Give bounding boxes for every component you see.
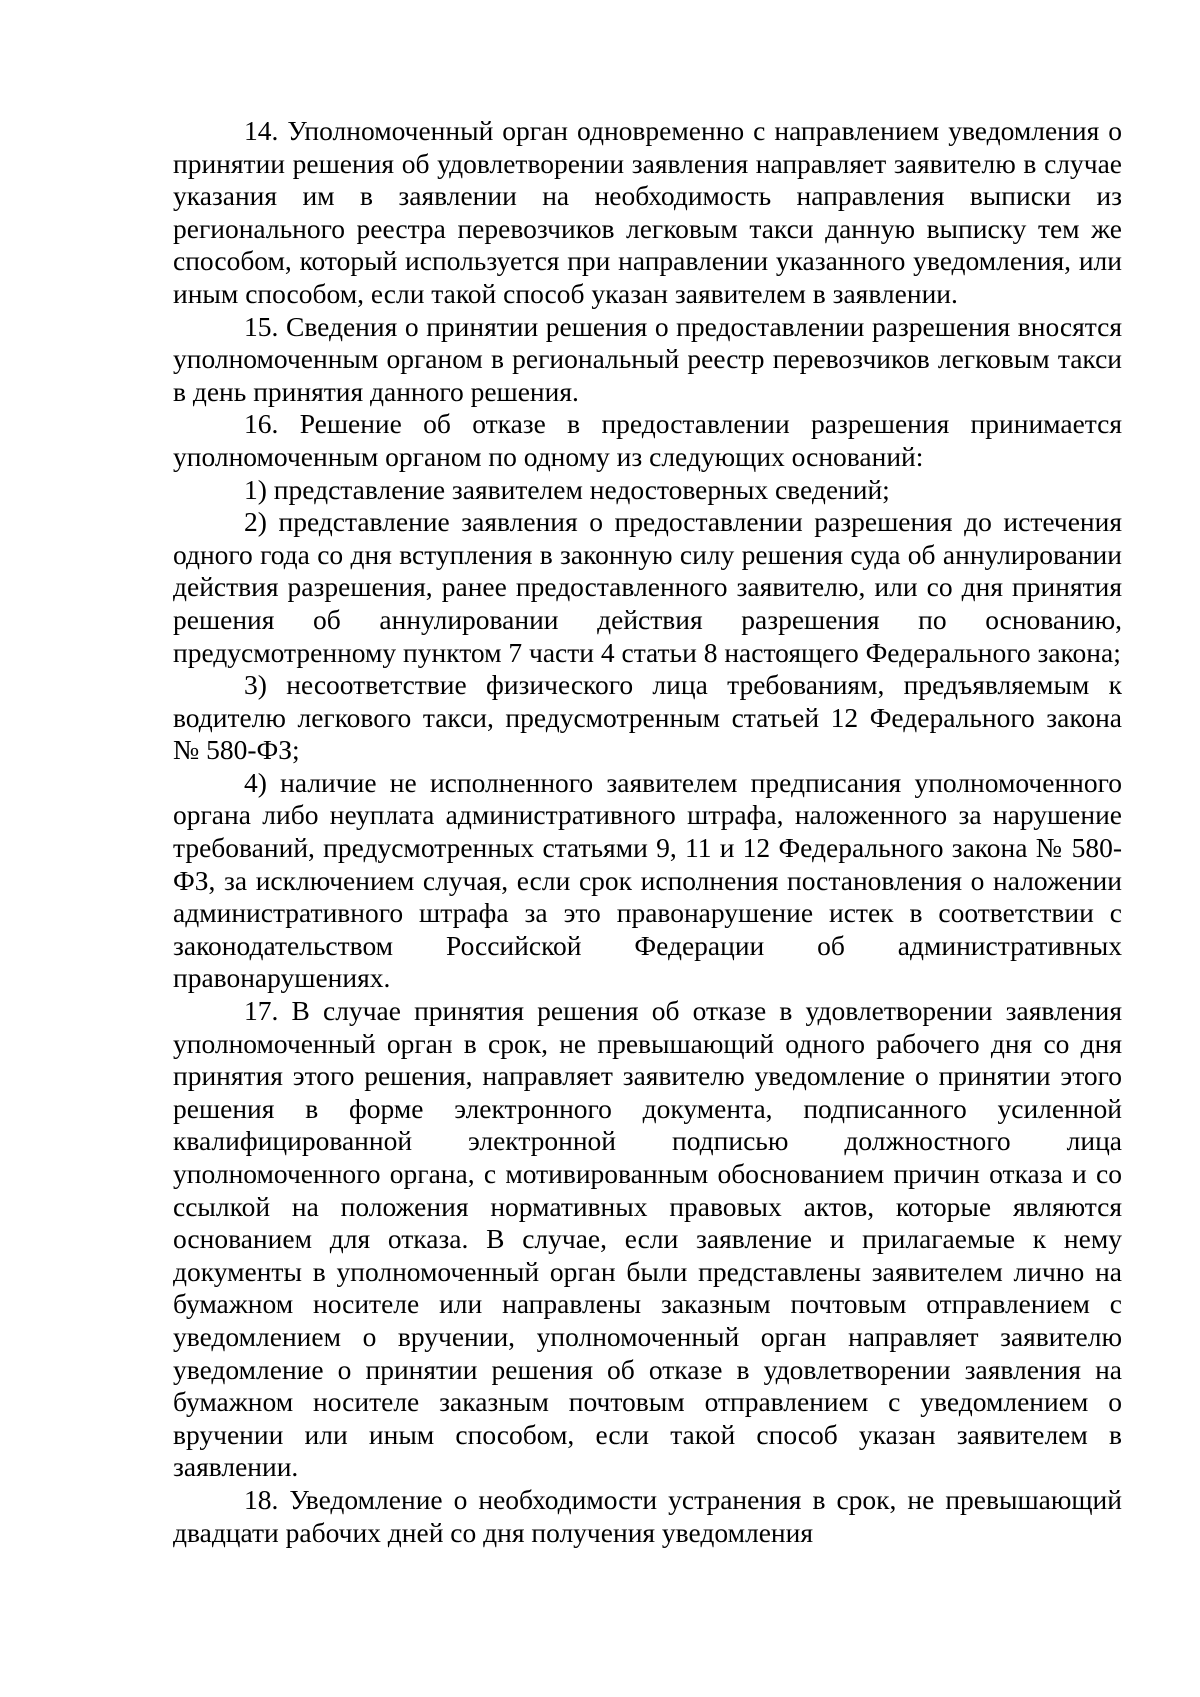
- paragraph-16: 16. Решение об отказе в предоставлении разрешения принимается уполномоченным органом по одному из следующих оснований:: [173, 408, 1122, 472]
- paragraph-18: 18. Уведомление о необходимости устранения в срок, не превышающий двадцати рабочих дней со дня получения уведомления: [173, 1483, 1122, 1548]
- paragraph-14: 14. Уполномоченный орган одновременно с направлением уведомления о принятии решения об удовлетворении заявления направляет заявителю в случае указания им в заявлении на необходимость направления выписки из регионального реестра перевозчиков легковым такси данную выписку тем же способом, который используется при направлении указанного уведомления, или иным способом, если такой способ указан заявителем в заявлении.: [173, 115, 1122, 309]
- list-item-2: 2) представление заявления о предоставлении разрешения до истечения одного года со дня вступления в законную силу решения суда об аннулировании действия разрешения, ранее предоставленного заявителю, или со дня принятия решения об аннулировании действия разрешения по основанию, предусмотренному пунктом 7 части 4 статьи 8 настоящего Федерального закона;: [173, 506, 1122, 668]
- paragraph-15: 15. Сведения о принятии решения о предоставлении разрешения вносятся уполномоченным органом в региональный реестр перевозчиков легковым такси в день принятия данного решения.: [173, 310, 1122, 407]
- document-body: [173, 115, 1122, 1549]
- list-item-4: 4) наличие не исполненного заявителем предписания уполномоченного органа либо неуплата административного штрафа, наложенного за нарушение требований, предусмотренных статьями 9, 11 и 12 Федерального закона № 580-ФЗ, за исключением случая, если срок исполнения постановления о наложении административного штрафа за это правонарушение истек в соответствии с законодательством Российской Федерации об административных правонарушениях.: [173, 766, 1122, 994]
- list-item-1: 1) представление заявителем недостоверных сведений;: [244, 473, 890, 505]
- list-item-3: 3) несоответствие физического лица требованиям, предъявляемым к водителю легкового такси, предусмотренным статьей 12 Федерального закона № 580-ФЗ;: [173, 669, 1122, 766]
- paragraph-17: 17. В случае принятия решения об отказе в удовлетворении заявления уполномоченный орган в срок, не превышающий одного рабочего дня со дня принятия этого решения, направляет заявителю уведомление о принятии этого решения в форме электронного документа, подписанного усиленной квалифицированной электронной подписью должностного лица уполномоченного органа, с мотивированным обоснованием причин отказа и со ссылкой на положения нормативных правовых актов, которые являются основанием для отказа. В случае, если заявление и прилагаемые к нему документы в уполномоченный орган были представлены заявителем лично на бумажном носителе или направлены заказным почтовым отправлением с уведомлением о вручении, уполномоченный орган направляет заявителю уведомление о принятии решения об отказе в удовлетворении заявления на бумажном носителе заказным почтовым отправлением с уведомлением о вручении или иным способом, если такой способ указан заявителем в заявлении.: [173, 995, 1122, 1483]
